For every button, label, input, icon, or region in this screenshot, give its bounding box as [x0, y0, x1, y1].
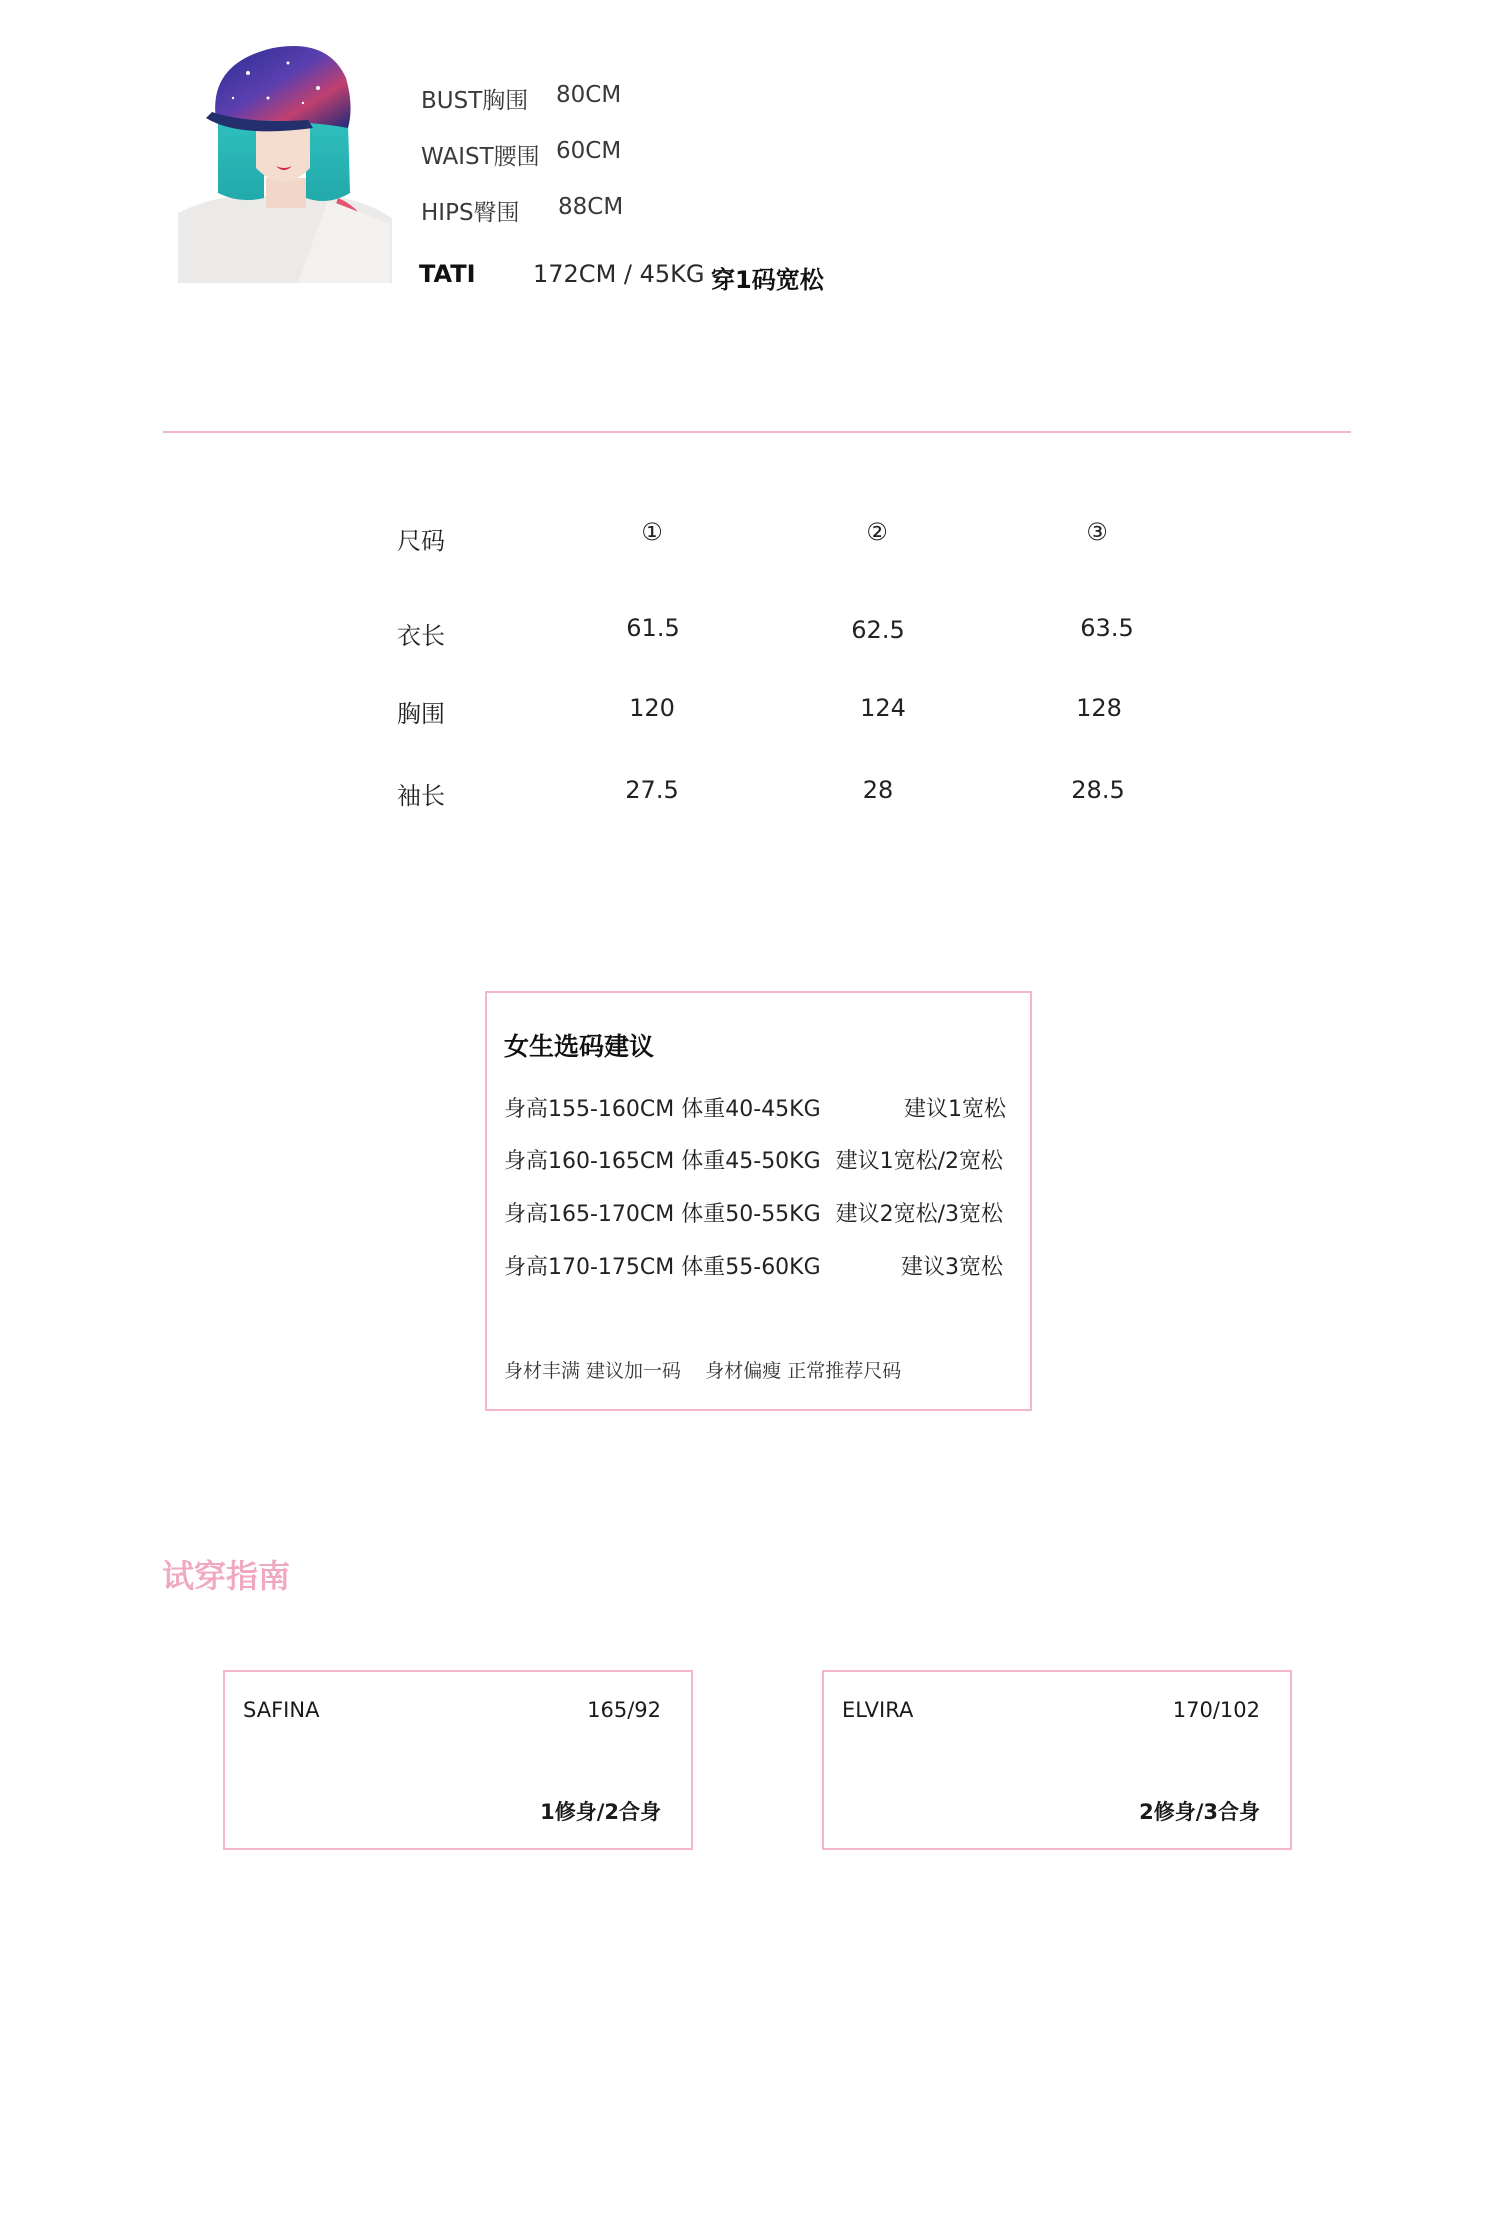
- card-model-size: 170/102: [1172, 1698, 1260, 1722]
- bust-measurement: [421, 82, 622, 115]
- fitting-guide-title: 试穿指南: [162, 1557, 291, 1595]
- advice-suggestion: 建议1宽松: [904, 1097, 1006, 1122]
- advice-range: 身高160-165CM 体重45-50KG: [504, 1149, 821, 1174]
- measurement-value: 80CM: [556, 82, 622, 108]
- measurement-label: BUST胸围: [421, 88, 529, 114]
- model-info: [419, 260, 824, 294]
- size-header-label: 尺码: [397, 527, 445, 555]
- card-model-name: ELVIRA: [842, 1698, 914, 1722]
- card-model-fit: 2修身/3合身: [1139, 1800, 1260, 1824]
- model-name: TATI: [419, 260, 476, 288]
- model-photo-illustration: [178, 28, 392, 283]
- waist-measurement: [421, 138, 622, 171]
- card-model-name: SAFINA: [243, 1698, 320, 1722]
- table-cell: 61.5: [626, 614, 680, 642]
- advice-suggestion: 建议2宽松/3宽松: [835, 1202, 1003, 1227]
- advice-range: 身高155-160CM 体重40-45KG: [504, 1097, 821, 1122]
- table-cell: 128: [1076, 694, 1122, 722]
- size-advice-box: [485, 991, 1032, 1411]
- size-header-3: ③: [1086, 518, 1108, 546]
- table-cell: 27.5: [625, 776, 679, 804]
- table-cell: 62.5: [851, 616, 905, 644]
- advice-suggestion: 建议3宽松: [901, 1255, 1003, 1280]
- size-header-2: ②: [866, 518, 888, 546]
- table-cell: 28.5: [1071, 776, 1125, 804]
- advice-range: 身高170-175CM 体重55-60KG: [504, 1255, 821, 1280]
- measurement-value: 88CM: [558, 194, 624, 220]
- card-model-fit: 1修身/2合身: [540, 1800, 661, 1824]
- advice-suggestion: 建议1宽松/2宽松: [835, 1149, 1003, 1174]
- fitting-card-elvira: [822, 1670, 1292, 1850]
- measurement-value: 60CM: [556, 138, 622, 164]
- hips-measurement: [421, 194, 624, 227]
- advice-title: 女生选码建议: [504, 1032, 655, 1061]
- measurement-label: WAIST腰围: [421, 144, 540, 170]
- row-label-sleeve: 袖长: [397, 782, 445, 810]
- model-photo: [178, 28, 392, 283]
- table-cell: 124: [860, 694, 906, 722]
- model-stats: 172CM / 45KG: [533, 260, 705, 288]
- row-label-length: 衣长: [397, 622, 445, 650]
- fitting-card-safina: [223, 1670, 693, 1850]
- measurement-label: HIPS臀围: [421, 200, 520, 226]
- section-divider: [163, 431, 1351, 433]
- size-header-1: ①: [641, 518, 663, 546]
- model-wears-size: 穿1码宽松: [711, 266, 824, 294]
- advice-range: 身高165-170CM 体重50-55KG: [504, 1202, 821, 1227]
- table-cell: 63.5: [1080, 614, 1134, 642]
- card-model-size: 165/92: [587, 1698, 661, 1722]
- table-cell: 120: [629, 694, 675, 722]
- advice-note: 身材丰满 建议加一码 身材偏瘦 正常推荐尺码: [504, 1360, 902, 1382]
- table-cell: 28: [862, 776, 894, 804]
- row-label-chest: 胸围: [397, 700, 445, 728]
